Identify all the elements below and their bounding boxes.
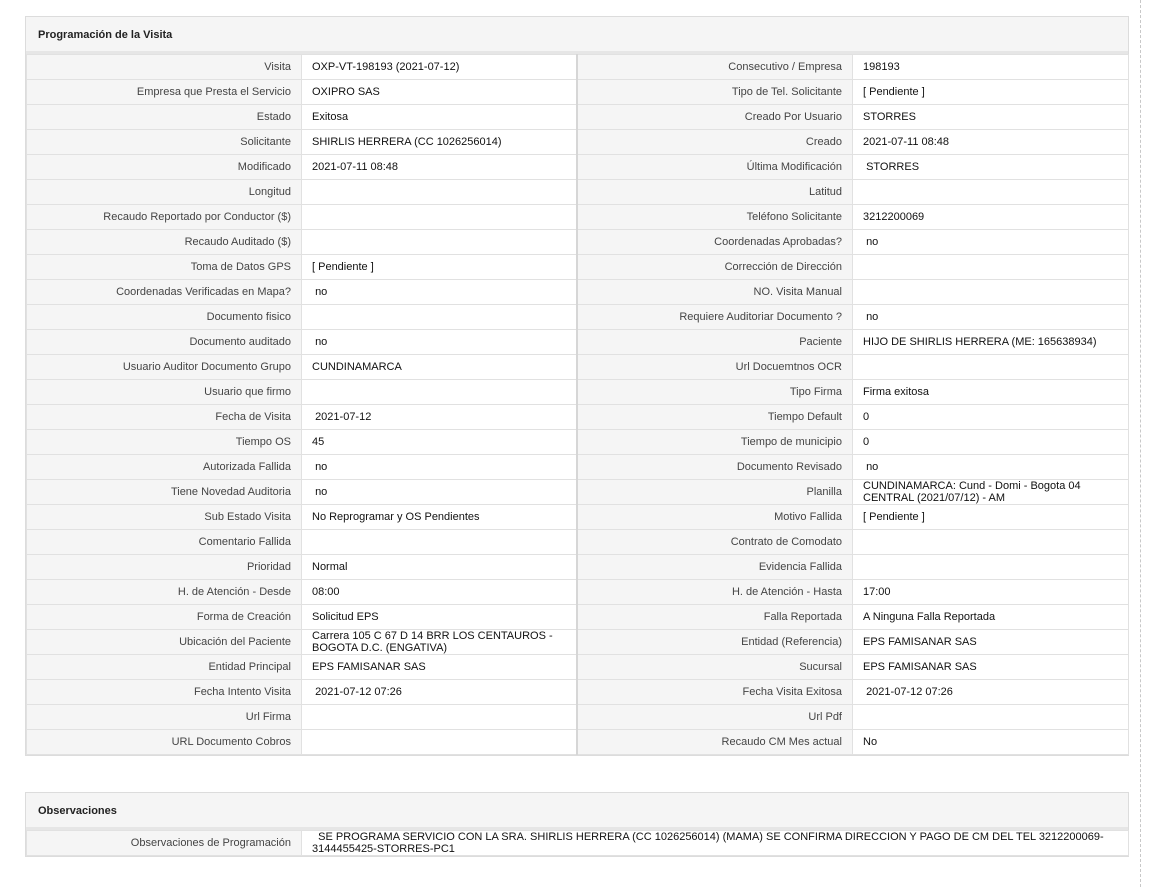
field-label: Fecha Visita Exitosa — [577, 680, 853, 705]
table-row — [27, 355, 1129, 380]
field-value: EPS FAMISANAR SAS — [853, 630, 1129, 655]
field-value: Firma exitosa — [853, 380, 1129, 405]
field-label: Documento auditado — [27, 330, 302, 355]
field-label: Entidad Principal — [27, 655, 302, 680]
table-row — [27, 180, 1129, 205]
field-value — [853, 280, 1129, 305]
field-label: Requiere Auditoriar Documento ? — [577, 305, 853, 330]
field-value: No Reprogramar y OS Pendientes — [302, 505, 577, 530]
field-value: no — [853, 230, 1129, 255]
field-value: CUNDINAMARCA — [302, 355, 577, 380]
table-row — [27, 655, 1129, 680]
table-row — [27, 230, 1129, 255]
field-value: 17:00 — [853, 580, 1129, 605]
field-value: [ Pendiente ] — [853, 80, 1129, 105]
table-row — [27, 630, 1129, 655]
table-row — [27, 130, 1129, 155]
field-label: Consecutivo / Empresa — [577, 55, 853, 80]
field-value: 0 — [853, 430, 1129, 455]
field-value: OXP-VT-198193 (2021-07-12) — [302, 55, 577, 80]
table-row — [27, 55, 1129, 80]
field-label: Tiempo de municipio — [577, 430, 853, 455]
field-label: Latitud — [577, 180, 853, 205]
field-value: no — [302, 280, 577, 305]
field-value: Solicitud EPS — [302, 605, 577, 630]
field-label: Prioridad — [27, 555, 302, 580]
field-value: EPS FAMISANAR SAS — [302, 655, 577, 680]
field-value — [302, 305, 577, 330]
observaciones-row — [27, 831, 1129, 856]
field-label: Tiene Novedad Auditoria — [27, 480, 302, 505]
field-label: H. de Atención - Desde — [27, 580, 302, 605]
field-label: Sub Estado Visita — [27, 505, 302, 530]
field-value: no — [853, 305, 1129, 330]
field-value: OXIPRO SAS — [302, 80, 577, 105]
field-value — [853, 705, 1129, 730]
field-label: Autorizada Fallida — [27, 455, 302, 480]
field-label: Evidencia Fallida — [577, 555, 853, 580]
field-label: Longitud — [27, 180, 302, 205]
field-value: 2021-07-11 08:48 — [302, 155, 577, 180]
field-value: No — [853, 730, 1129, 755]
field-value: STORRES — [853, 105, 1129, 130]
field-value: no — [302, 455, 577, 480]
programacion-table — [26, 54, 1129, 755]
field-value: Exitosa — [302, 105, 577, 130]
table-row — [27, 605, 1129, 630]
table-row — [27, 280, 1129, 305]
field-label: Solicitante — [27, 130, 302, 155]
field-label: Última Modificación — [577, 155, 853, 180]
field-label: Url Pdf — [577, 705, 853, 730]
field-value: 2021-07-12 07:26 — [853, 680, 1129, 705]
field-label: Corrección de Dirección — [577, 255, 853, 280]
field-label: Ubicación del Paciente — [27, 630, 302, 655]
field-label: Tiempo OS — [27, 430, 302, 455]
field-value: STORRES — [853, 155, 1129, 180]
field-value — [302, 530, 577, 555]
field-label: Motivo Fallida — [577, 505, 853, 530]
field-label: Creado Por Usuario — [577, 105, 853, 130]
field-value: Carrera 105 C 67 D 14 BRR LOS CENTAUROS - BOGOTA D.C. (ENGATIVA) — [302, 630, 577, 655]
field-value: 198193 — [853, 55, 1129, 80]
field-label: Estado — [27, 105, 302, 130]
field-label: URL Documento Cobros — [27, 730, 302, 755]
table-row — [27, 455, 1129, 480]
field-label: Url Docuemtnos OCR — [577, 355, 853, 380]
field-value: no — [853, 455, 1129, 480]
table-row — [27, 155, 1129, 180]
table-row — [27, 430, 1129, 455]
field-label: Coordenadas Aprobadas? — [577, 230, 853, 255]
field-label: Tipo Firma — [577, 380, 853, 405]
field-label: Visita — [27, 55, 302, 80]
field-label: Contrato de Comodato — [577, 530, 853, 555]
field-value: CUNDINAMARCA: Cund - Domi - Bogota 04 CENTRAL (2021/07/12) - AM — [853, 480, 1129, 505]
field-label: Modificado — [27, 155, 302, 180]
table-row — [27, 380, 1129, 405]
table-row — [27, 555, 1129, 580]
field-value — [853, 180, 1129, 205]
field-label: Coordenadas Verificadas en Mapa? — [27, 280, 302, 305]
field-label: Fecha de Visita — [27, 405, 302, 430]
field-value — [302, 180, 577, 205]
field-value: 2021-07-12 07:26 — [302, 680, 577, 705]
table-row — [27, 580, 1129, 605]
field-label: Entidad (Referencia) — [577, 630, 853, 655]
field-value: [ Pendiente ] — [302, 255, 577, 280]
field-label: H. de Atención - Hasta — [577, 580, 853, 605]
observaciones-value: SE PROGRAMA SERVICIO CON LA SRA. SHIRLIS HERRERA (CC 1026256014) (MAMA) SE CONFIRMA DIRECCION Y PAGO DE CM DEL TEL 3212200069-3144455425-STORRES-PC1 — [302, 831, 1129, 856]
field-label: Recaudo Reportado por Conductor ($) — [27, 205, 302, 230]
table-row — [27, 205, 1129, 230]
field-label: Documento Revisado — [577, 455, 853, 480]
field-value: no — [302, 480, 577, 505]
field-label: Documento fisico — [27, 305, 302, 330]
field-label: Usuario Auditor Documento Grupo — [27, 355, 302, 380]
table-row — [27, 530, 1129, 555]
table-row — [27, 305, 1129, 330]
field-value: 3212200069 — [853, 205, 1129, 230]
field-value — [853, 355, 1129, 380]
field-label: Paciente — [577, 330, 853, 355]
field-value — [853, 255, 1129, 280]
table-row — [27, 255, 1129, 280]
field-value — [302, 380, 577, 405]
field-label: Empresa que Presta el Servicio — [27, 80, 302, 105]
table-row — [27, 680, 1129, 705]
field-label: Teléfono Solicitante — [577, 205, 853, 230]
programacion-title: Programación de la Visita — [26, 17, 1128, 54]
table-row — [27, 80, 1129, 105]
field-value: SHIRLIS HERRERA (CC 1026256014) — [302, 130, 577, 155]
table-row — [27, 730, 1129, 755]
field-label: Falla Reportada — [577, 605, 853, 630]
observaciones-title: Observaciones — [26, 793, 1128, 830]
observaciones-panel — [25, 792, 1129, 857]
field-value: 0 — [853, 405, 1129, 430]
field-value: Normal — [302, 555, 577, 580]
page-border-dashed — [1140, 0, 1141, 887]
field-label: Tipo de Tel. Solicitante — [577, 80, 853, 105]
field-label: Usuario que firmo — [27, 380, 302, 405]
field-label: Tiempo Default — [577, 405, 853, 430]
field-value — [302, 730, 577, 755]
field-value: 2021-07-12 — [302, 405, 577, 430]
field-value: [ Pendiente ] — [853, 505, 1129, 530]
field-value — [302, 230, 577, 255]
field-value — [302, 705, 577, 730]
field-value — [853, 530, 1129, 555]
field-value — [853, 555, 1129, 580]
field-value: no — [302, 330, 577, 355]
field-value: 45 — [302, 430, 577, 455]
programacion-rows — [27, 55, 1129, 755]
table-row — [27, 105, 1129, 130]
table-row — [27, 330, 1129, 355]
field-value: EPS FAMISANAR SAS — [853, 655, 1129, 680]
field-label: Fecha Intento Visita — [27, 680, 302, 705]
field-label: Planilla — [577, 480, 853, 505]
table-row — [27, 505, 1129, 530]
field-label: Url Firma — [27, 705, 302, 730]
field-label: Sucursal — [577, 655, 853, 680]
field-value — [302, 205, 577, 230]
field-value: A Ninguna Falla Reportada — [853, 605, 1129, 630]
programacion-panel — [25, 16, 1129, 756]
table-row — [27, 480, 1129, 505]
field-value: HIJO DE SHIRLIS HERRERA (ME: 165638934) — [853, 330, 1129, 355]
table-row — [27, 705, 1129, 730]
field-label: Toma de Datos GPS — [27, 255, 302, 280]
field-label: Creado — [577, 130, 853, 155]
table-row — [27, 405, 1129, 430]
observaciones-table — [26, 830, 1129, 856]
field-value: 08:00 — [302, 580, 577, 605]
field-label: Recaudo Auditado ($) — [27, 230, 302, 255]
field-label: NO. Visita Manual — [577, 280, 853, 305]
field-value: 2021-07-11 08:48 — [853, 130, 1129, 155]
field-label: Recaudo CM Mes actual — [577, 730, 853, 755]
field-label: Comentario Fallida — [27, 530, 302, 555]
field-label: Forma de Creación — [27, 605, 302, 630]
field-label: Observaciones de Programación — [27, 831, 302, 856]
